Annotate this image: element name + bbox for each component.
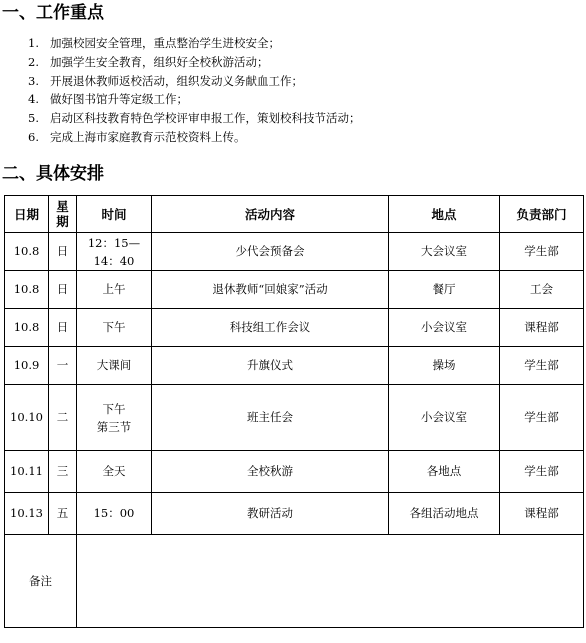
table-row (5, 385, 584, 451)
cell-activity: 教研活动 (152, 493, 389, 535)
notes-label: 备注 (5, 535, 77, 628)
cell-weekday: 日 (49, 233, 77, 271)
notes-row (5, 535, 584, 628)
cell-time: 下午 (77, 309, 152, 347)
cell-weekday: 日 (49, 271, 77, 309)
cell-date: 10.8 (5, 233, 49, 271)
list-item: 6. 完成上海市家庭教育示范校资料上传。 (28, 129, 246, 144)
table-row (5, 451, 584, 493)
cell-time: 15：00 (77, 493, 152, 535)
cell-activity: 退休教师“回娘家”活动 (152, 271, 389, 309)
cell-date: 10.10 (5, 385, 49, 451)
cell-place: 各地点 (389, 451, 500, 493)
cell-activity: 班主任会 (152, 385, 389, 451)
cell-dept: 课程部 (500, 493, 584, 535)
cell-dept: 学生部 (500, 233, 584, 271)
table-row (5, 233, 584, 271)
col-header-activity: 活动内容 (152, 196, 389, 233)
cell-activity: 全校秋游 (152, 451, 389, 493)
cell-date: 10.13 (5, 493, 49, 535)
list-item: 4. 做好图书馆升等定级工作； (28, 92, 188, 107)
col-header-dept: 负责部门 (500, 196, 584, 233)
cell-dept: 学生部 (500, 385, 584, 451)
cell-time: 上午 (77, 271, 152, 309)
list-item: 3. 开展退休教师返校活动，组织发动义务献血工作； (28, 73, 303, 88)
cell-date: 10.11 (5, 451, 49, 493)
cell-place: 各组活动地点 (389, 493, 500, 535)
cell-place: 大会议室 (389, 233, 500, 271)
table-row (5, 493, 584, 535)
col-header-time: 时间 (77, 196, 152, 233)
cell-dept: 学生部 (500, 347, 584, 385)
col-header-date: 日期 (5, 196, 49, 233)
list-item: 2. 加强学生安全教育，组织好全校秋游活动； (28, 54, 269, 69)
cell-date: 10.8 (5, 309, 49, 347)
col-header-weekday: 星期 (49, 196, 77, 233)
cell-time: 下午 第三节 (77, 385, 152, 451)
focus-list (28, 34, 361, 147)
table-row (5, 309, 584, 347)
list-item: 5. 启动区科技教育特色学校评审申报工作，策划校科技节活动； (28, 111, 361, 126)
notes-value (77, 535, 584, 628)
cell-weekday: 一 (49, 347, 77, 385)
cell-place: 操场 (389, 347, 500, 385)
cell-activity: 升旗仪式 (152, 347, 389, 385)
cell-activity: 少代会预备会 (152, 233, 389, 271)
cell-weekday: 五 (49, 493, 77, 535)
list-item: 1. 加强校园安全管理，重点整治学生进校安全； (28, 36, 280, 50)
cell-place: 小会议室 (389, 309, 500, 347)
cell-weekday: 二 (49, 385, 77, 451)
cell-weekday: 日 (49, 309, 77, 347)
cell-date: 10.9 (5, 347, 49, 385)
table-row (5, 271, 584, 309)
col-header-place: 地点 (389, 196, 500, 233)
cell-dept: 学生部 (500, 451, 584, 493)
cell-time: 大课间 (77, 347, 152, 385)
cell-dept: 课程部 (500, 309, 584, 347)
cell-weekday: 三 (49, 451, 77, 493)
section-heading-schedule: 二、具体安排 (2, 164, 104, 184)
cell-place: 小会议室 (389, 385, 500, 451)
table-row (5, 347, 584, 385)
cell-date: 10.8 (5, 271, 49, 309)
section-heading-focus: 一、工作重点 (2, 3, 104, 23)
table-header-row (5, 196, 584, 233)
cell-place: 餐厅 (389, 271, 500, 309)
cell-time: 12：15— 14：40 (77, 233, 152, 271)
cell-time: 全天 (77, 451, 152, 493)
cell-dept: 工会 (500, 271, 584, 309)
schedule-table (4, 195, 584, 628)
cell-activity: 科技组工作会议 (152, 309, 389, 347)
